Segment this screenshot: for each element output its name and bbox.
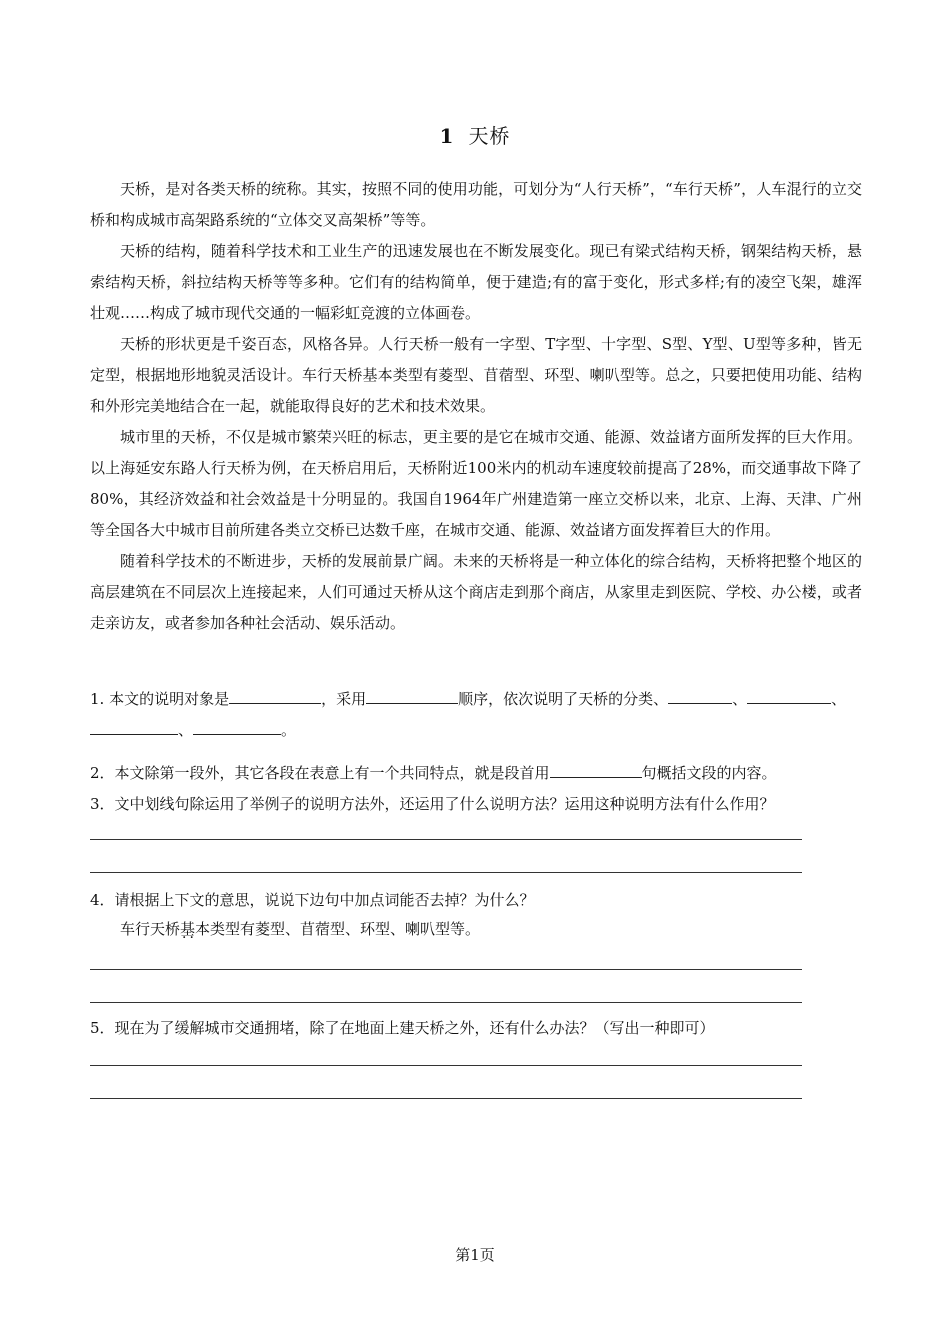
q1-blank-object[interactable]: [229, 685, 321, 704]
q1-sep-1: 、: [732, 690, 748, 708]
page-title: [0, 120, 950, 149]
q1-blank-item-4[interactable]: [193, 716, 281, 735]
q2-text-part2: 句概括文段的内容。: [641, 764, 777, 782]
q4-text: 4．请根据上下文的意思，说说下边句中加点词能否去掉？为什么？: [90, 891, 535, 909]
q1-sep-3: 、: [178, 721, 194, 739]
q2-text-part1: 2．本文除第一段外，其它各段在表意上有一个共同特点，就是段首用: [90, 764, 550, 782]
question-3: [90, 789, 865, 820]
q1-blank-order[interactable]: [366, 685, 458, 704]
article-body: [90, 174, 862, 639]
q3-answer-line-2[interactable]: [90, 871, 802, 873]
article-paragraph-1: 天桥，是对各类天桥的统称。其实，按照不同的使用功能，可划分为“人行天桥”，“车行天桥”，人车混行的立交桥和构成城市高架路系统的“立体交叉高架桥”等等。: [90, 180, 862, 229]
q4-dotted-word: 基本 ··: [180, 916, 210, 942]
q4-sentence: [90, 916, 865, 942]
page-number: 第1页: [455, 1246, 495, 1264]
q1-text-part1: 1. 本文的说明对象是: [90, 690, 230, 708]
question-1: [90, 684, 865, 746]
title-text: 天桥: [468, 124, 511, 148]
question-4: [90, 885, 865, 916]
question-5: [90, 1013, 865, 1044]
q4-answer-line-2[interactable]: [90, 1001, 802, 1003]
question-section: [90, 684, 865, 1099]
q1-blank-item-1[interactable]: [668, 685, 732, 704]
q1-sep-2: 、: [831, 690, 847, 708]
q4-sentence-after: 类型有菱型、苜蓿型、环型、喇叭型等。: [210, 920, 481, 938]
article-paragraph-2: 天桥的结构，随着科学技术和工业生产的迅速发展也在不断发展变化。现已有梁式结构天桥，钢架结构天桥，悬索结构天桥，斜拉结构天桥等等多种。它们有的结构简单，便于建造;有的富于变化，形式多样;有的凌空飞架，雄浑壮观……构成了城市现代交通的一幅彩虹竞渡的立体画卷。: [90, 242, 862, 322]
q5-answer-line-2[interactable]: [90, 1097, 802, 1099]
q1-blank-item-3[interactable]: [90, 716, 178, 735]
q2-blank[interactable]: [550, 759, 642, 778]
q1-end: 。: [281, 721, 297, 739]
article-paragraph-4: 城市里的天桥，不仅是城市繁荣兴旺的标志，更主要的是它在城市交通、能源、效益诸方面所发挥的巨大作用。以上海延安东路人行天桥为例，在天桥启用后，天桥附近100米内的机动车速度较前提高了28%，而交通事故下降了80%，其经济效益和社会效益是十分明显的。我国自1964年广州建造第一座立交桥以来，北京、上海、天津、广州等全国各大中城市目前所建各类立交桥已达数千座，在城市交通、能源、效益诸方面发挥着巨大的作用。: [90, 428, 862, 539]
q1-text-part3: 顺序，依次说明了天桥的分类、: [458, 690, 669, 708]
article-paragraph-3: 天桥的形状更是千姿百态，风格各异。人行天桥一般有一字型、T字型、十字型、S型、Y型、U型等多种，皆无定型，根据地形地貌灵活设计。车行天桥基本类型有菱型、苜蓿型、环型、喇叭型等。总之，只要把使用功能、结构和外形完美地结合在一起，就能取得良好的艺术和技术效果。: [90, 335, 862, 415]
article-paragraph-5: 随着科学技术的不断进步，天桥的发展前景广阔。未来的天桥将是一种立体化的综合结构，天桥将把整个地区的高层建筑在不同层次上连接起来，人们可通过天桥从这个商店走到那个商店，从家里走到医院、学校、办公楼，或者走亲访友，或者参加各种社会活动、娱乐活动。: [90, 552, 862, 632]
q4-sentence-before: 车行天桥: [120, 920, 181, 938]
title-number: 1: [439, 124, 455, 148]
q1-text-part2: ，采用: [321, 690, 367, 708]
q1-blank-item-2[interactable]: [747, 685, 831, 704]
page-footer: [0, 1244, 950, 1265]
q5-text: 5．现在为了缓解城市交通拥堵，除了在地面上建天桥之外，还有什么办法？（写出一种即可）: [90, 1019, 715, 1037]
q3-text: 3．文中划线句除运用了举例子的说明方法外，还运用了什么说明方法？运用这种说明方法有什么作用？: [90, 795, 775, 813]
question-2: [90, 758, 865, 789]
